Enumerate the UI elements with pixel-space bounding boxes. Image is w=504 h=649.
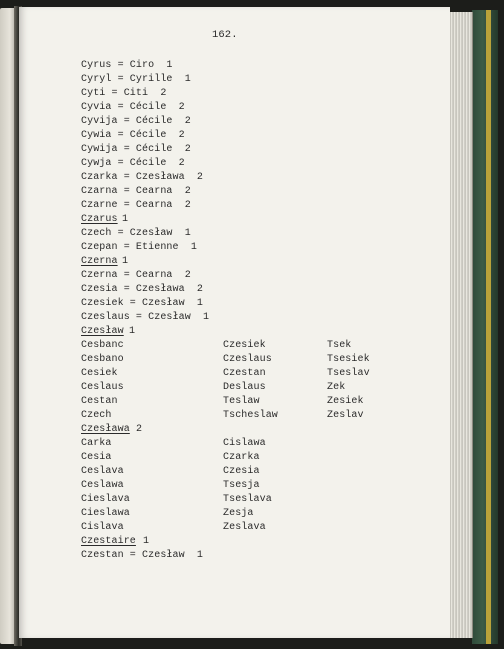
variant-name: Ceslaus <box>81 382 124 393</box>
entry-line: Cyvia = Cécile 2 <box>81 102 185 113</box>
section-heading: Czesława <box>81 424 130 435</box>
entry-line: Czech = Czesław 1 <box>81 228 191 239</box>
page-number: 162. <box>212 29 238 41</box>
entry-line: Cywia = Cécile 2 <box>81 130 185 141</box>
variant-name: Czestan <box>223 368 266 379</box>
entry-line: Czesia = Czesława 2 <box>81 284 204 295</box>
variant-name: Cesiek <box>81 368 118 379</box>
entry-line: Czestan = Czesław 1 <box>81 550 204 561</box>
page-stack-edges <box>448 12 473 638</box>
variant-name: Ceslava <box>81 466 124 477</box>
entry-line: Czesiek = Czesław 1 <box>81 298 204 309</box>
variant-name: Czeslaus <box>223 354 272 365</box>
section-heading: Czerna <box>81 256 118 267</box>
entry-line: Czeslaus = Czesław 1 <box>81 312 210 323</box>
variant-name: Cesia <box>81 452 112 463</box>
book-cover <box>472 10 498 644</box>
section-heading: Czestaire <box>81 536 136 547</box>
variant-name: Teslaw <box>223 396 260 407</box>
variant-name: Zek <box>327 382 346 393</box>
cover-strip <box>486 10 491 644</box>
heading-count: 1 <box>129 326 136 337</box>
entry-line: Cyvija = Cécile 2 <box>81 116 191 127</box>
variant-name: Zeslav <box>327 410 364 421</box>
variant-name: Zesja <box>223 508 254 519</box>
variant-name: Tsesja <box>223 480 260 491</box>
document-page <box>19 7 450 638</box>
variant-name: Tsesiek <box>327 354 370 365</box>
variant-name: Tsek <box>327 340 352 351</box>
variant-name: Cislawa <box>223 438 266 449</box>
variant-name: Cieslava <box>81 494 130 505</box>
entry-line: Cywija = Cécile 2 <box>81 144 191 155</box>
variant-name: Tscheslaw <box>223 410 278 421</box>
entry-line: Czerna = Cearna 2 <box>81 270 191 281</box>
section-heading: Czesław <box>81 326 124 337</box>
variant-name: Zeslava <box>223 522 266 533</box>
entry-line: Czarna = Cearna 2 <box>81 186 191 197</box>
variant-name: Carka <box>81 438 112 449</box>
variant-name: Cieslawa <box>81 508 130 519</box>
section-heading: Czarus <box>81 214 118 225</box>
heading-count: 1 <box>122 214 129 225</box>
variant-name: Zesiek <box>327 396 364 407</box>
entry-line: Cyti = Citi 2 <box>81 88 167 99</box>
variant-name: Czesiek <box>223 340 266 351</box>
variant-name: Ceslawa <box>81 480 124 491</box>
variant-name: Cestan <box>81 396 118 407</box>
variant-name: Cislava <box>81 522 124 533</box>
entry-line: Cywja = Cécile 2 <box>81 158 185 169</box>
entry-line: Czepan = Etienne 1 <box>81 242 197 253</box>
variant-name: Tseslav <box>327 368 370 379</box>
variant-name: Czech <box>81 410 112 421</box>
entry-line: Czarka = Czesława 2 <box>81 172 204 183</box>
variant-name: Cesbano <box>81 354 124 365</box>
entry-line: Czarne = Cearna 2 <box>81 200 191 211</box>
variant-name: Czarka <box>223 452 260 463</box>
heading-count: 1 <box>122 256 129 267</box>
variant-name: Czesia <box>223 466 260 477</box>
entry-line: Cyrus = Ciro 1 <box>81 60 173 71</box>
heading-count: 2 <box>136 424 143 435</box>
variant-name: Tseslava <box>223 494 272 505</box>
variant-name: Cesbanc <box>81 340 124 351</box>
entry-line: Cyryl = Cyrille 1 <box>81 74 191 85</box>
variant-name: Deslaus <box>223 382 266 393</box>
heading-count: 1 <box>143 536 150 547</box>
